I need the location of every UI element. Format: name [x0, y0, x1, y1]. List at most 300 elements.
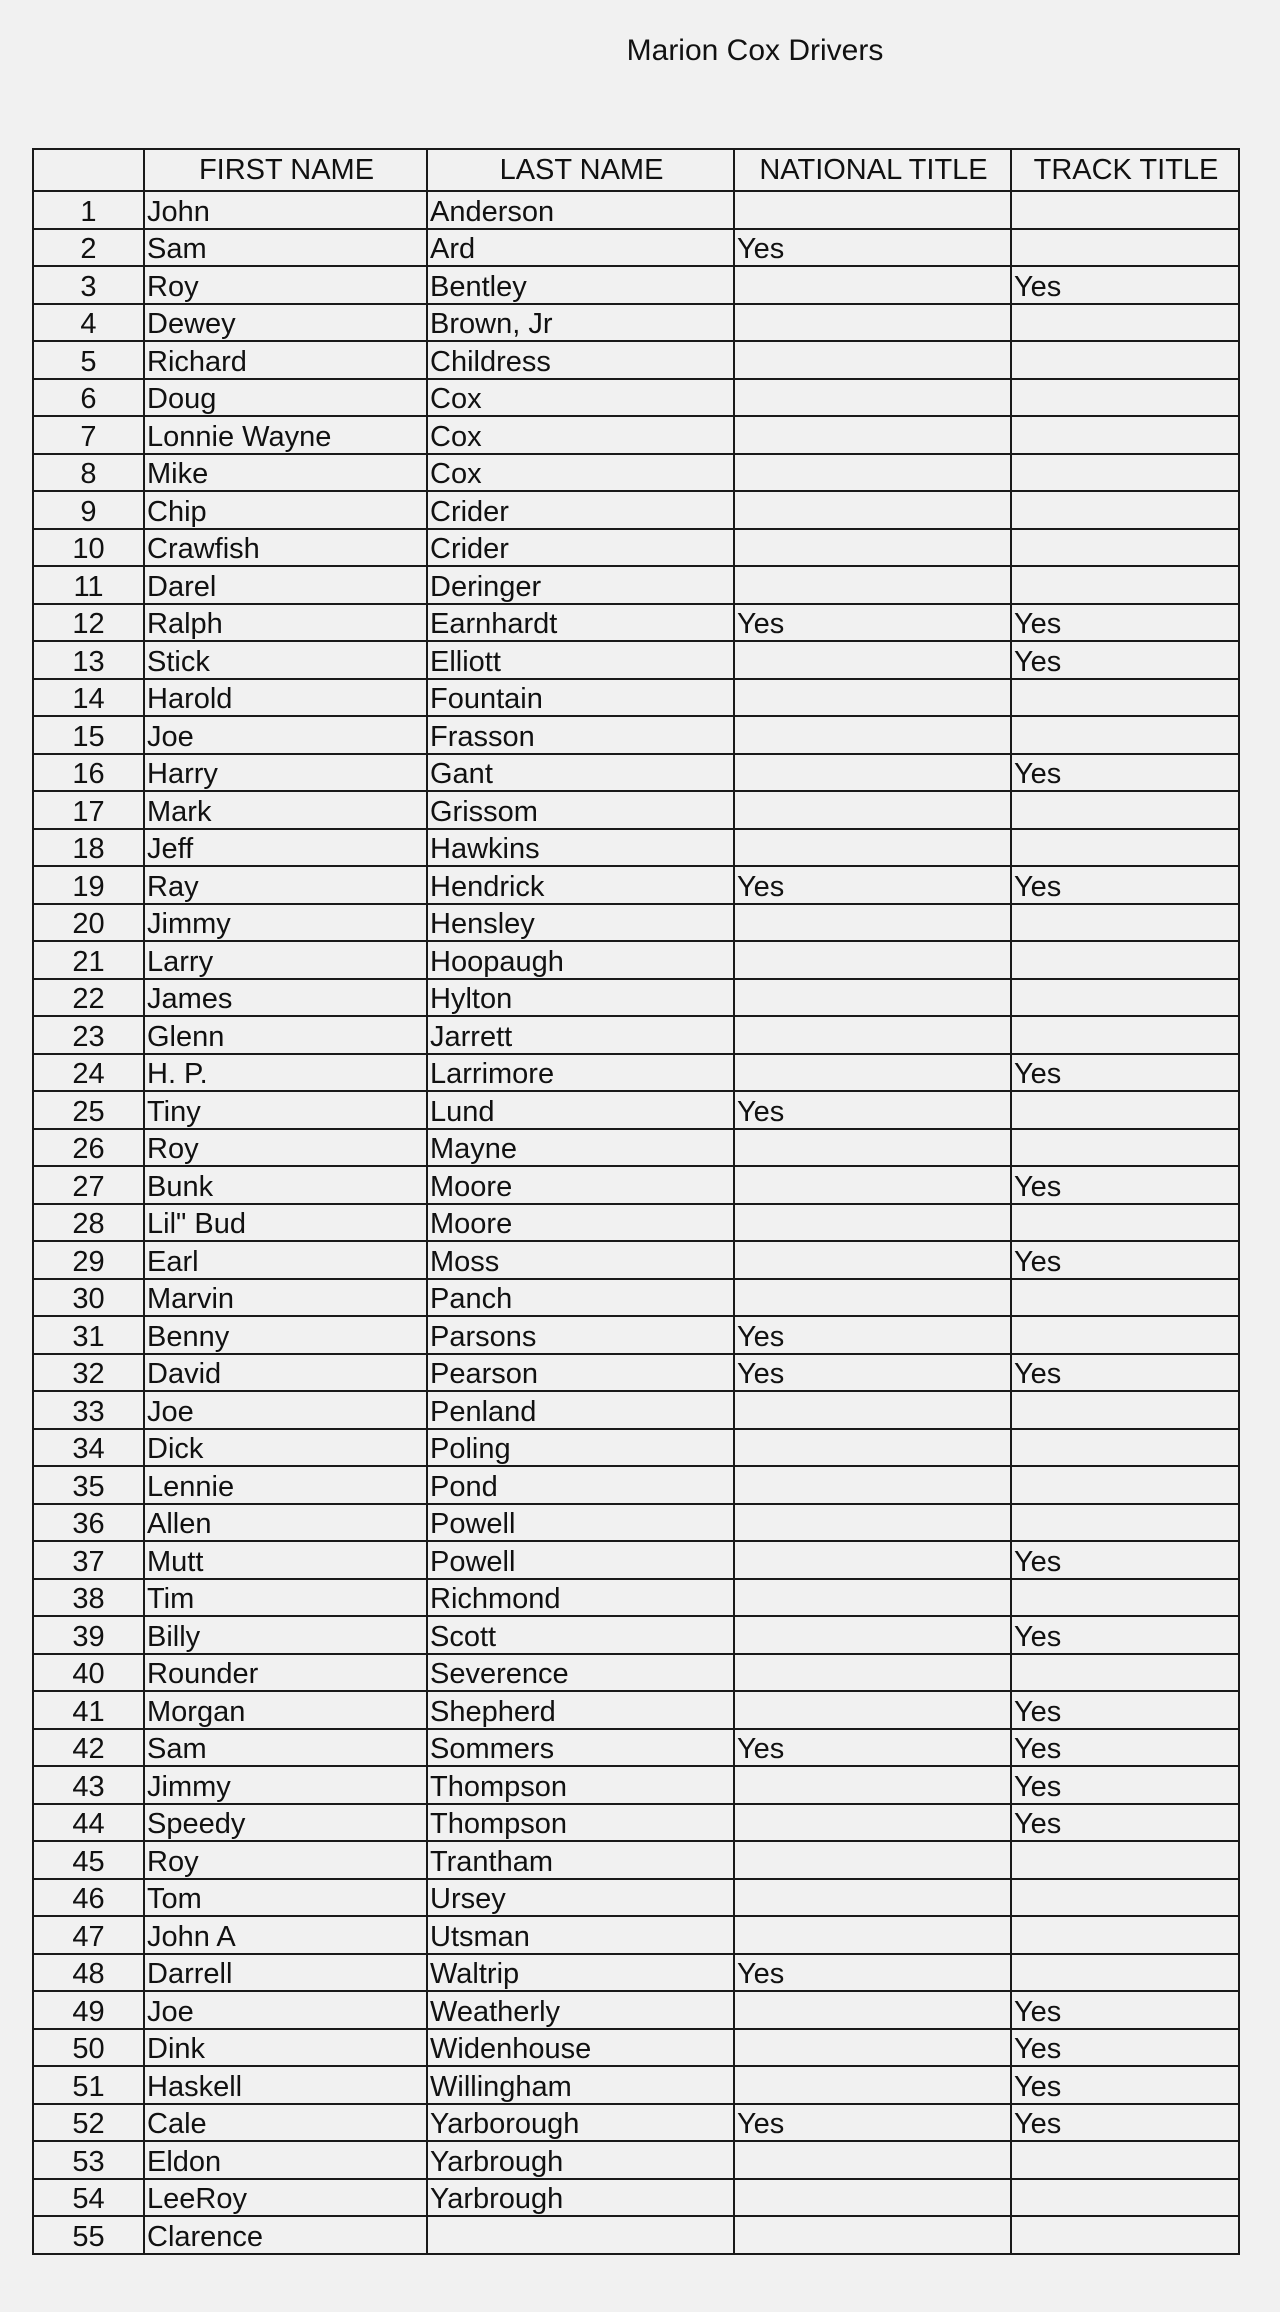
table-row	[33, 1429, 1239, 1467]
cell-track-title	[1011, 2179, 1239, 2217]
cell-track-title	[1011, 1391, 1239, 1429]
table-row	[33, 529, 1239, 567]
table-row	[33, 1466, 1239, 1504]
col-header-national-title: NATIONAL TITLE	[734, 149, 1011, 191]
cell-first-name: Tom	[144, 1879, 427, 1917]
cell-track-title	[1011, 941, 1239, 979]
table-row	[33, 379, 1239, 417]
table-row	[33, 491, 1239, 529]
cell-national-title	[734, 1429, 1011, 1467]
cell-number: 30	[33, 1279, 144, 1317]
table-row	[33, 2104, 1239, 2142]
table-row	[33, 1991, 1239, 2029]
table-row	[33, 454, 1239, 492]
cell-number: 7	[33, 416, 144, 454]
cell-number: 23	[33, 1016, 144, 1054]
cell-last-name: Deringer	[427, 566, 734, 604]
cell-number: 13	[33, 641, 144, 679]
cell-number: 41	[33, 1691, 144, 1729]
cell-last-name: Thompson	[427, 1804, 734, 1842]
table-row	[33, 1841, 1239, 1879]
cell-track-title	[1011, 1316, 1239, 1354]
header-row	[33, 149, 1239, 191]
table-row	[33, 1879, 1239, 1917]
cell-national-title	[734, 1579, 1011, 1617]
cell-national-title	[734, 379, 1011, 417]
cell-first-name: James	[144, 979, 427, 1017]
cell-first-name: Mark	[144, 791, 427, 829]
cell-national-title	[734, 1879, 1011, 1917]
cell-number: 24	[33, 1054, 144, 1092]
cell-first-name: Lil" Bud	[144, 1204, 427, 1242]
cell-number: 2	[33, 229, 144, 267]
cell-last-name: Hensley	[427, 904, 734, 942]
cell-first-name: Lennie	[144, 1466, 427, 1504]
cell-first-name: John	[144, 191, 427, 229]
cell-first-name: Ralph	[144, 604, 427, 642]
cell-first-name: Roy	[144, 1129, 427, 1167]
cell-first-name: Harold	[144, 679, 427, 717]
cell-number: 31	[33, 1316, 144, 1354]
cell-track-title: Yes	[1011, 641, 1239, 679]
table-row	[33, 679, 1239, 717]
table-row	[33, 716, 1239, 754]
cell-number: 4	[33, 304, 144, 342]
cell-track-title	[1011, 341, 1239, 379]
cell-track-title	[1011, 1204, 1239, 1242]
cell-track-title	[1011, 829, 1239, 867]
cell-national-title: Yes	[734, 229, 1011, 267]
table-row	[33, 1391, 1239, 1429]
table-row	[33, 566, 1239, 604]
cell-last-name: Pond	[427, 1466, 734, 1504]
cell-last-name: Panch	[427, 1279, 734, 1317]
cell-national-title: Yes	[734, 1091, 1011, 1129]
cell-track-title: Yes	[1011, 1991, 1239, 2029]
cell-first-name: Speedy	[144, 1804, 427, 1842]
cell-last-name: Moss	[427, 1241, 734, 1279]
cell-first-name: Crawfish	[144, 529, 427, 567]
cell-last-name: Elliott	[427, 641, 734, 679]
cell-track-title	[1011, 2141, 1239, 2179]
cell-number: 26	[33, 1129, 144, 1167]
cell-track-title	[1011, 454, 1239, 492]
table-row	[33, 1316, 1239, 1354]
cell-track-title	[1011, 229, 1239, 267]
table-row	[33, 2216, 1239, 2254]
table-row	[33, 1766, 1239, 1804]
cell-number: 9	[33, 491, 144, 529]
cell-national-title	[734, 266, 1011, 304]
cell-number: 22	[33, 979, 144, 1017]
cell-number: 35	[33, 1466, 144, 1504]
cell-track-title	[1011, 2216, 1239, 2254]
table-row	[33, 2029, 1239, 2067]
cell-number: 17	[33, 791, 144, 829]
cell-number: 36	[33, 1504, 144, 1542]
cell-first-name: Ray	[144, 866, 427, 904]
cell-last-name: Grissom	[427, 791, 734, 829]
cell-last-name: Fountain	[427, 679, 734, 717]
cell-first-name: Dink	[144, 2029, 427, 2067]
cell-last-name: Moore	[427, 1204, 734, 1242]
cell-national-title	[734, 941, 1011, 979]
cell-national-title	[734, 1016, 1011, 1054]
cell-last-name: Waltrip	[427, 1954, 734, 1992]
cell-last-name: Yarbrough	[427, 2141, 734, 2179]
cell-track-title: Yes	[1011, 1729, 1239, 1767]
cell-first-name: Harry	[144, 754, 427, 792]
cell-number: 54	[33, 2179, 144, 2217]
cell-number: 44	[33, 1804, 144, 1842]
col-header-last-name: LAST NAME	[427, 149, 734, 191]
cell-first-name: LeeRoy	[144, 2179, 427, 2217]
cell-national-title	[734, 491, 1011, 529]
cell-national-title	[734, 304, 1011, 342]
cell-last-name: Lund	[427, 1091, 734, 1129]
cell-last-name: Powell	[427, 1541, 734, 1579]
cell-number: 8	[33, 454, 144, 492]
cell-number: 43	[33, 1766, 144, 1804]
cell-first-name: Larry	[144, 941, 427, 979]
cell-national-title	[734, 904, 1011, 942]
cell-last-name: Brown, Jr	[427, 304, 734, 342]
cell-national-title	[734, 1466, 1011, 1504]
cell-number: 25	[33, 1091, 144, 1129]
table-row	[33, 1129, 1239, 1167]
cell-first-name: Jeff	[144, 829, 427, 867]
cell-number: 49	[33, 1991, 144, 2029]
cell-number: 34	[33, 1429, 144, 1467]
cell-national-title	[734, 2216, 1011, 2254]
table-row	[33, 341, 1239, 379]
cell-track-title	[1011, 191, 1239, 229]
cell-national-title	[734, 754, 1011, 792]
cell-track-title	[1011, 1091, 1239, 1129]
cell-track-title	[1011, 1016, 1239, 1054]
cell-track-title: Yes	[1011, 1804, 1239, 1842]
cell-number: 52	[33, 2104, 144, 2142]
cell-last-name: Scott	[427, 1616, 734, 1654]
cell-number: 37	[33, 1541, 144, 1579]
page-title: Marion Cox Drivers	[626, 34, 884, 67]
cell-last-name: Larrimore	[427, 1054, 734, 1092]
cell-national-title	[734, 1991, 1011, 2029]
cell-first-name: Morgan	[144, 1691, 427, 1729]
cell-first-name: H. P.	[144, 1054, 427, 1092]
cell-national-title	[734, 2141, 1011, 2179]
cell-national-title	[734, 529, 1011, 567]
cell-first-name: Joe	[144, 716, 427, 754]
cell-national-title	[734, 1166, 1011, 1204]
cell-track-title	[1011, 791, 1239, 829]
cell-last-name: Shepherd	[427, 1691, 734, 1729]
cell-track-title: Yes	[1011, 754, 1239, 792]
cell-number: 28	[33, 1204, 144, 1242]
table-row	[33, 191, 1239, 229]
cell-number: 18	[33, 829, 144, 867]
cell-last-name: Cox	[427, 454, 734, 492]
cell-track-title	[1011, 1654, 1239, 1692]
cell-last-name: Willingham	[427, 2066, 734, 2104]
cell-first-name: Stick	[144, 641, 427, 679]
cell-first-name: John A	[144, 1916, 427, 1954]
col-header-first-name: FIRST NAME	[144, 149, 427, 191]
cell-first-name: Darel	[144, 566, 427, 604]
cell-first-name: Joe	[144, 1391, 427, 1429]
cell-number: 55	[33, 2216, 144, 2254]
cell-track-title	[1011, 904, 1239, 942]
cell-national-title: Yes	[734, 1316, 1011, 1354]
cell-last-name	[427, 2216, 734, 2254]
cell-national-title	[734, 454, 1011, 492]
cell-first-name: Roy	[144, 266, 427, 304]
cell-number: 27	[33, 1166, 144, 1204]
table-row	[33, 1691, 1239, 1729]
cell-first-name: Allen	[144, 1504, 427, 1542]
cell-last-name: Gant	[427, 754, 734, 792]
table-row	[33, 604, 1239, 642]
cell-last-name: Hylton	[427, 979, 734, 1017]
cell-track-title	[1011, 1916, 1239, 1954]
cell-number: 20	[33, 904, 144, 942]
cell-national-title	[734, 566, 1011, 604]
cell-first-name: Bunk	[144, 1166, 427, 1204]
table-row	[33, 1541, 1239, 1579]
cell-last-name: Jarrett	[427, 1016, 734, 1054]
cell-last-name: Parsons	[427, 1316, 734, 1354]
cell-national-title: Yes	[734, 1729, 1011, 1767]
table-row	[33, 1729, 1239, 1767]
cell-last-name: Cox	[427, 379, 734, 417]
cell-last-name: Cox	[427, 416, 734, 454]
cell-number: 3	[33, 266, 144, 304]
cell-track-title: Yes	[1011, 1354, 1239, 1392]
cell-last-name: Yarborough	[427, 2104, 734, 2142]
cell-national-title: Yes	[734, 1354, 1011, 1392]
cell-first-name: Lonnie Wayne	[144, 416, 427, 454]
table-row	[33, 791, 1239, 829]
table-row	[33, 1279, 1239, 1317]
cell-number: 16	[33, 754, 144, 792]
cell-number: 45	[33, 1841, 144, 1879]
cell-last-name: Moore	[427, 1166, 734, 1204]
cell-national-title	[734, 416, 1011, 454]
cell-number: 47	[33, 1916, 144, 1954]
cell-national-title	[734, 1391, 1011, 1429]
cell-last-name: Bentley	[427, 266, 734, 304]
table-row	[33, 304, 1239, 342]
cell-last-name: Ard	[427, 229, 734, 267]
table-row	[33, 1579, 1239, 1617]
cell-first-name: Mike	[144, 454, 427, 492]
cell-number: 33	[33, 1391, 144, 1429]
cell-first-name: Clarence	[144, 2216, 427, 2254]
cell-last-name: Pearson	[427, 1354, 734, 1392]
cell-number: 6	[33, 379, 144, 417]
drivers-table	[32, 148, 1240, 2255]
cell-track-title	[1011, 529, 1239, 567]
cell-track-title	[1011, 716, 1239, 754]
table-row	[33, 1954, 1239, 1992]
cell-first-name: Cale	[144, 2104, 427, 2142]
cell-last-name: Powell	[427, 1504, 734, 1542]
cell-number: 15	[33, 716, 144, 754]
cell-first-name: David	[144, 1354, 427, 1392]
table-row	[33, 941, 1239, 979]
cell-first-name: Joe	[144, 1991, 427, 2029]
cell-last-name: Poling	[427, 1429, 734, 1467]
cell-first-name: Marvin	[144, 1279, 427, 1317]
table-row	[33, 1916, 1239, 1954]
cell-first-name: Roy	[144, 1841, 427, 1879]
cell-national-title	[734, 679, 1011, 717]
cell-track-title	[1011, 1429, 1239, 1467]
cell-first-name: Benny	[144, 1316, 427, 1354]
cell-national-title	[734, 716, 1011, 754]
cell-track-title	[1011, 1504, 1239, 1542]
table-row	[33, 1616, 1239, 1654]
cell-track-title: Yes	[1011, 1541, 1239, 1579]
table-row	[33, 866, 1239, 904]
table-row	[33, 1654, 1239, 1692]
cell-number: 19	[33, 866, 144, 904]
cell-track-title: Yes	[1011, 2104, 1239, 2142]
cell-last-name: Childress	[427, 341, 734, 379]
table-row	[33, 979, 1239, 1017]
cell-last-name: Earnhardt	[427, 604, 734, 642]
cell-last-name: Mayne	[427, 1129, 734, 1167]
cell-last-name: Hendrick	[427, 866, 734, 904]
cell-number: 11	[33, 566, 144, 604]
cell-last-name: Sommers	[427, 1729, 734, 1767]
table-row	[33, 1354, 1239, 1392]
cell-national-title	[734, 641, 1011, 679]
cell-national-title	[734, 1204, 1011, 1242]
cell-track-title	[1011, 1579, 1239, 1617]
cell-number: 53	[33, 2141, 144, 2179]
cell-track-title	[1011, 566, 1239, 604]
cell-first-name: Rounder	[144, 1654, 427, 1692]
cell-national-title	[734, 1916, 1011, 1954]
cell-first-name: Glenn	[144, 1016, 427, 1054]
cell-number: 21	[33, 941, 144, 979]
cell-last-name: Utsman	[427, 1916, 734, 1954]
cell-last-name: Hawkins	[427, 829, 734, 867]
cell-number: 46	[33, 1879, 144, 1917]
cell-first-name: Sam	[144, 229, 427, 267]
table-body	[33, 191, 1239, 2254]
cell-last-name: Widenhouse	[427, 2029, 734, 2067]
cell-track-title: Yes	[1011, 1766, 1239, 1804]
cell-national-title	[734, 2179, 1011, 2217]
cell-national-title	[734, 1766, 1011, 1804]
cell-national-title: Yes	[734, 866, 1011, 904]
cell-track-title: Yes	[1011, 2029, 1239, 2067]
table-row	[33, 2066, 1239, 2104]
cell-last-name: Severence	[427, 1654, 734, 1692]
cell-track-title	[1011, 416, 1239, 454]
cell-first-name: Darrell	[144, 1954, 427, 1992]
cell-number: 50	[33, 2029, 144, 2067]
cell-last-name: Thompson	[427, 1766, 734, 1804]
cell-track-title	[1011, 1954, 1239, 1992]
cell-number: 14	[33, 679, 144, 717]
table-row	[33, 1804, 1239, 1842]
cell-national-title	[734, 191, 1011, 229]
table-row	[33, 1054, 1239, 1092]
cell-first-name: Tim	[144, 1579, 427, 1617]
cell-track-title	[1011, 1841, 1239, 1879]
cell-national-title	[734, 829, 1011, 867]
cell-last-name: Weatherly	[427, 1991, 734, 2029]
cell-number: 29	[33, 1241, 144, 1279]
cell-national-title	[734, 2066, 1011, 2104]
table-row	[33, 1166, 1239, 1204]
cell-track-title	[1011, 679, 1239, 717]
cell-national-title	[734, 1654, 1011, 1692]
cell-last-name: Ursey	[427, 1879, 734, 1917]
cell-last-name: Penland	[427, 1391, 734, 1429]
cell-first-name: Sam	[144, 1729, 427, 1767]
cell-first-name: Earl	[144, 1241, 427, 1279]
cell-first-name: Jimmy	[144, 1766, 427, 1804]
cell-national-title	[734, 341, 1011, 379]
cell-number: 10	[33, 529, 144, 567]
cell-last-name: Yarbrough	[427, 2179, 734, 2217]
table-row	[33, 266, 1239, 304]
cell-national-title	[734, 1841, 1011, 1879]
cell-first-name: Billy	[144, 1616, 427, 1654]
cell-track-title: Yes	[1011, 2066, 1239, 2104]
table-row	[33, 641, 1239, 679]
cell-track-title	[1011, 379, 1239, 417]
cell-track-title	[1011, 491, 1239, 529]
cell-national-title	[734, 791, 1011, 829]
cell-track-title: Yes	[1011, 266, 1239, 304]
col-header-number	[33, 149, 144, 191]
cell-first-name: Richard	[144, 341, 427, 379]
table-row	[33, 1241, 1239, 1279]
cell-last-name: Anderson	[427, 191, 734, 229]
cell-last-name: Crider	[427, 491, 734, 529]
cell-national-title	[734, 979, 1011, 1017]
table-row	[33, 829, 1239, 867]
cell-last-name: Frasson	[427, 716, 734, 754]
cell-track-title	[1011, 979, 1239, 1017]
cell-track-title: Yes	[1011, 1616, 1239, 1654]
cell-number: 39	[33, 1616, 144, 1654]
cell-national-title	[734, 2029, 1011, 2067]
cell-national-title	[734, 1241, 1011, 1279]
table-row	[33, 2179, 1239, 2217]
cell-last-name: Trantham	[427, 1841, 734, 1879]
cell-national-title: Yes	[734, 604, 1011, 642]
cell-track-title: Yes	[1011, 1241, 1239, 1279]
cell-national-title	[734, 1504, 1011, 1542]
cell-national-title	[734, 1279, 1011, 1317]
cell-number: 5	[33, 341, 144, 379]
table-row	[33, 416, 1239, 454]
cell-number: 48	[33, 1954, 144, 1992]
cell-track-title	[1011, 1129, 1239, 1167]
cell-national-title	[734, 1616, 1011, 1654]
cell-track-title: Yes	[1011, 1054, 1239, 1092]
cell-track-title: Yes	[1011, 866, 1239, 904]
table-row	[33, 1091, 1239, 1129]
cell-national-title	[734, 1541, 1011, 1579]
table-row	[33, 1016, 1239, 1054]
